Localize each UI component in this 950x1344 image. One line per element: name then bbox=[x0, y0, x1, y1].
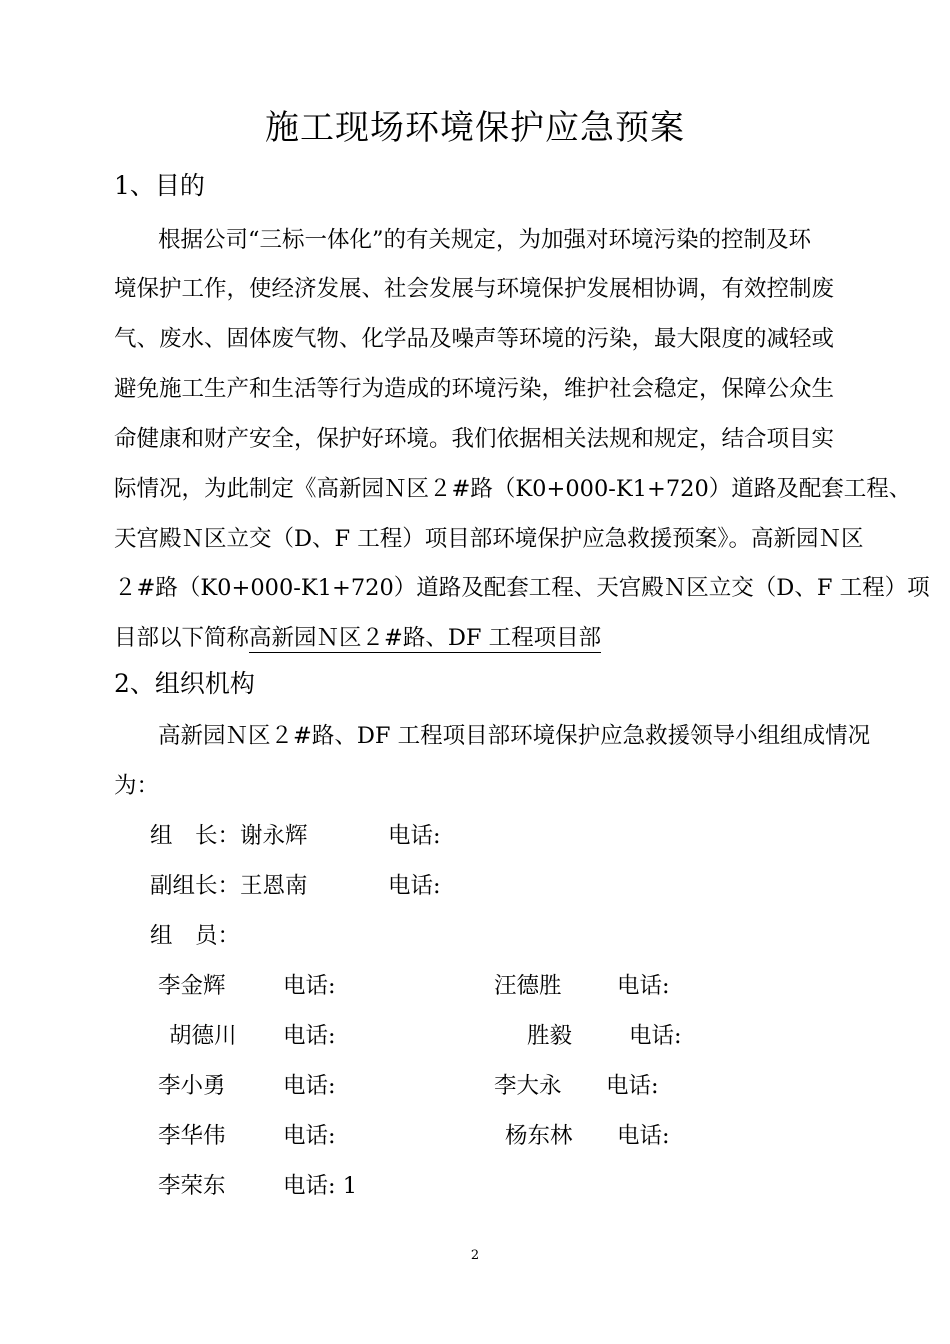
project-short-name: 高新园Ｎ区２#路、DF 工程项目部 bbox=[249, 625, 602, 651]
section-1-heading: 1、目的 bbox=[114, 171, 205, 200]
document-title: 施工现场环境保护应急预案 bbox=[265, 108, 685, 148]
member-name: 李小勇 bbox=[158, 1073, 226, 1099]
section-1-line-7: 天宫殿Ｎ区立交（D、F 工程）项目部环境保护应急救援预案》。高新园Ｎ区 bbox=[114, 526, 864, 552]
member-phone: 电话: bbox=[617, 1123, 670, 1149]
member-name: 李华伟 bbox=[158, 1123, 226, 1149]
member-name: 胡德川 bbox=[169, 1023, 237, 1049]
section-1-line-6: 际情况，为此制定《高新园Ｎ区２#路（K0+000-K1+720）道路及配套工程、 bbox=[114, 476, 912, 502]
leader-label: 组 长：谢永辉 bbox=[150, 823, 308, 849]
member-name: 李金辉 bbox=[158, 973, 226, 999]
section-1-line-5: 命健康和财产安全，保护好环境。我们依据相关法规和规定，结合项目实 bbox=[114, 426, 835, 452]
members-label: 组 员： bbox=[150, 923, 241, 949]
member-name: 李荣东 bbox=[158, 1173, 226, 1199]
member-phone: 电话: bbox=[629, 1023, 682, 1049]
member-name: 胜毅 bbox=[527, 1023, 573, 1049]
leader-phone: 电话: bbox=[388, 823, 441, 849]
member-phone: 电话: 1 bbox=[283, 1173, 358, 1199]
member-phone: 电话: bbox=[283, 1023, 336, 1049]
section-1-last-prefix: 目部以下简称 bbox=[114, 625, 250, 651]
section-2-heading: 2、组织机构 bbox=[114, 669, 255, 698]
member-name: 李大永 bbox=[494, 1073, 562, 1099]
page-number: 2 bbox=[470, 1248, 480, 1263]
section-1-line-8: ２#路（K0+000-K1+720）道路及配套工程、天宫殿Ｎ区立交（D、F 工程）项 bbox=[114, 575, 930, 601]
section-1-line-3: 气、废水、固体废气物、化学品及噪声等环境的污染，最大限度的减轻或 bbox=[114, 326, 835, 352]
section-1-line-9 bbox=[114, 620, 601, 652]
member-name: 汪德胜 bbox=[494, 973, 562, 999]
member-phone: 电话: bbox=[617, 973, 670, 999]
deputy-phone: 电话: bbox=[388, 873, 441, 899]
section-1-line-4: 避免施工生产和生活等行为造成的环境污染，维护社会稳定，保障公众生 bbox=[114, 376, 835, 402]
member-phone: 电话: bbox=[283, 973, 336, 999]
section-1-line-2: 境保护工作，使经济发展、社会发展与环境保护发展相协调，有效控制废 bbox=[114, 276, 835, 302]
section-2-intro-line-1: 高新园Ｎ区２#路、DF 工程项目部环境保护应急救援领导小组组成情况 bbox=[158, 723, 871, 749]
member-phone: 电话: bbox=[283, 1073, 336, 1099]
member-phone: 电话: bbox=[283, 1123, 336, 1149]
section-2-intro-line-2: 为： bbox=[114, 773, 160, 799]
deputy-label: 副组长：王恩南 bbox=[150, 873, 308, 899]
member-name: 杨东林 bbox=[505, 1123, 573, 1149]
section-1-line-1: 根据公司“三标一体化”的有关规定，为加强对环境污染的控制及环 bbox=[158, 227, 812, 253]
member-phone: 电话: bbox=[606, 1073, 659, 1099]
